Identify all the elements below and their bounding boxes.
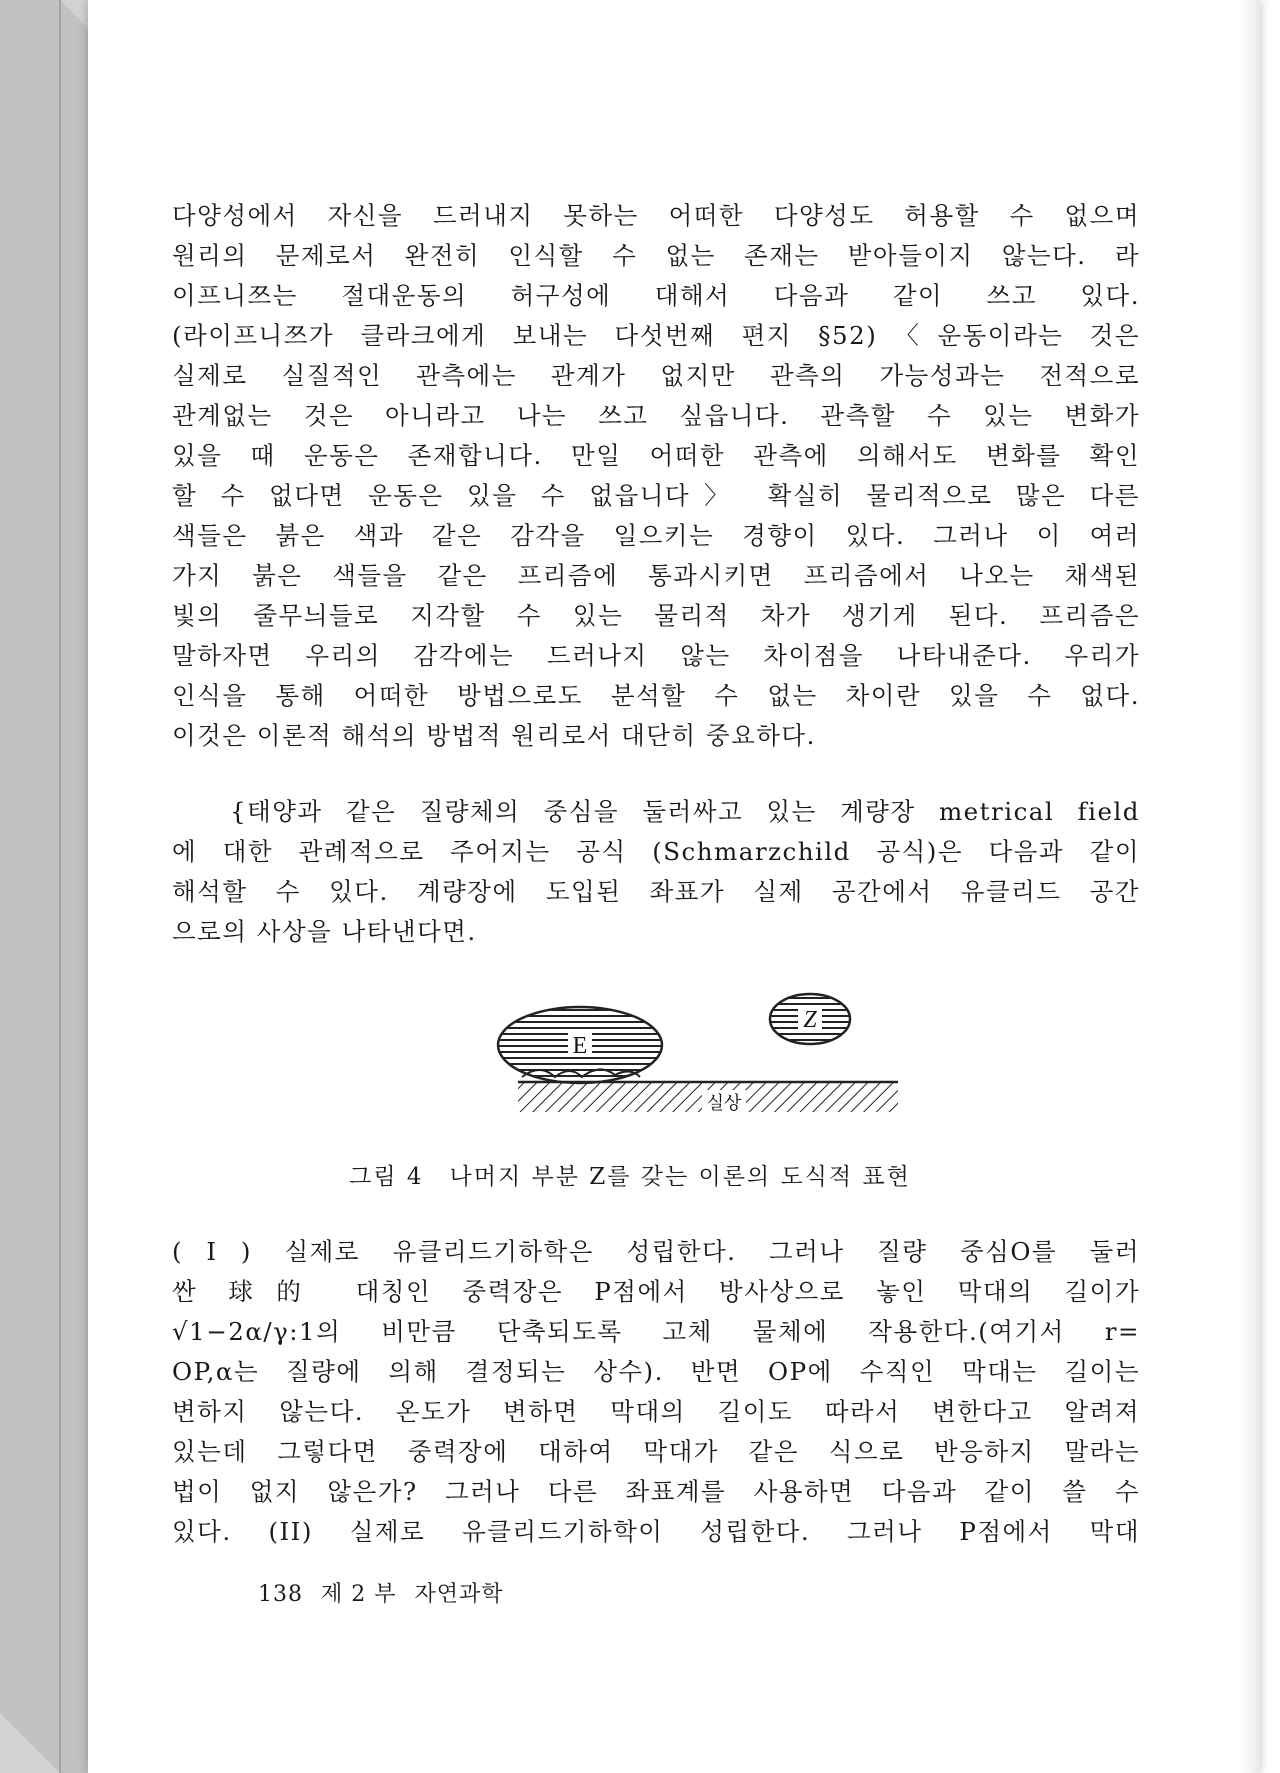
label-ground: 실상 <box>706 1093 742 1114</box>
text-line: 이프니쯔는 절대운동의 허구성에 대해서 다음과 같이 쓰고 있다. <box>172 281 1140 310</box>
text-line: 빛의 줄무늬들로 지각할 수 있는 물리적 차가 생기게 된다. 프리즘은 <box>172 601 1140 630</box>
text-line: 법이 없지 않은가? 그러나 다른 좌표계를 사용하면 다음과 같이 쓸 수 <box>172 1477 1140 1506</box>
footer-section: 자연과학 <box>414 1582 504 1607</box>
text-line: 다양성에서 자신을 드러내지 못하는 어떠한 다양성도 허용할 수 없으며 <box>172 201 1140 230</box>
text-line: 이것은 이론적 해석의 방법적 원리로서 대단히 중요하다. <box>172 721 816 750</box>
page-right-shade <box>1240 0 1260 1773</box>
caption-text: 나머지 부분 Z를 갖는 이론의 도식적 표현 <box>449 1164 911 1190</box>
text-line: 으로의 사상을 나타낸다면. <box>172 917 477 946</box>
paragraph-3 <box>172 1232 1140 1552</box>
paragraph-1 <box>172 196 1140 756</box>
figure-4-diagram <box>430 985 910 1145</box>
label-e: E <box>572 1033 588 1059</box>
text-line: {태양과 같은 질량체의 중심을 둘러싸고 있는 계량장 metrical field <box>230 797 1140 826</box>
text-line: 해석할 수 있다. 계량장에 도입된 좌표가 실제 공간에서 유클리드 공간 <box>172 877 1140 906</box>
text-line: 있는데 그렇다면 중력장에 대하여 막대가 같은 식으로 반응하지 말라는 <box>172 1437 1140 1466</box>
text-line: 싼 球的 대칭인 중력장은 P점에서 방사상으로 놓인 막대의 길이가 <box>172 1277 1140 1306</box>
text-line: 할 수 없다면 운동은 있을 수 없읍니다〉 확실히 물리적으로 많은 다른 <box>172 481 1140 510</box>
text-line: 원리의 문제로서 완전히 인식할 수 없는 존재는 받아들이지 않는다. 라 <box>172 241 1140 270</box>
text-line: 인식을 통해 어떠한 방법으로도 분석할 수 없는 차이란 있을 수 없다. <box>172 681 1140 710</box>
page-footer <box>258 1577 522 1608</box>
text-line: 가지 붉은 색들을 같은 프리즘에 통과시키면 프리즘에서 나오는 채색된 <box>172 561 1140 590</box>
caption-number: 그림 4 <box>349 1164 424 1190</box>
text-line: 실제로 실질적인 관측에는 관계가 없지만 관측의 가능성과는 전적으로 <box>172 361 1140 390</box>
text-line: 있을 때 운동은 존재합니다. 만일 어떠한 관측에 의해서도 변화를 확인 <box>172 441 1140 470</box>
label-z: Z <box>803 1007 817 1033</box>
text-line: 에 대한 관례적으로 주어지는 공식 (Schmarzchild 공식)은 다음과 같이 <box>172 837 1140 866</box>
paragraph-2 <box>172 792 1140 952</box>
text-line: 말하자면 우리의 감각에는 드러나지 않는 차이점을 나타내준다. 우리가 <box>172 641 1140 670</box>
page-number: 138 <box>258 1582 303 1607</box>
text-line: 있다. (II) 실제로 유클리드기하학이 성립한다. 그러나 P점에서 막대 <box>172 1517 1140 1546</box>
text-line: (Ⅰ) 실제로 유클리드기하학은 성립한다. 그러나 질량 중심O를 둘러 <box>172 1237 1140 1266</box>
footer-part: 제 2 부 <box>321 1582 397 1607</box>
book-spine-shading <box>0 0 88 1773</box>
text-line: 색들은 붉은 색과 같은 감각을 일으키는 경향이 있다. 그러나 이 여러 <box>172 521 1140 550</box>
text-line: 변하지 않는다. 온도가 변하면 막대의 길이도 따라서 변한다고 알려져 <box>172 1397 1140 1426</box>
figure-caption <box>0 1158 1260 1191</box>
text-line: (라이프니쯔가 클라크에게 보내는 다섯번째 편지 §52)〈운동이라는 것은 <box>172 321 1140 350</box>
text-line: √1−2α/γ:1의 비만큼 단축되도록 고체 물체에 작용한다.(여기서 r= <box>172 1317 1140 1346</box>
text-line: 관계없는 것은 아니라고 나는 쓰고 싶읍니다. 관측할 수 있는 변화가 <box>172 401 1140 430</box>
text-line: OP,α는 질량에 의해 결정되는 상수). 반면 OP에 수직인 막대는 길이는 <box>172 1357 1140 1386</box>
